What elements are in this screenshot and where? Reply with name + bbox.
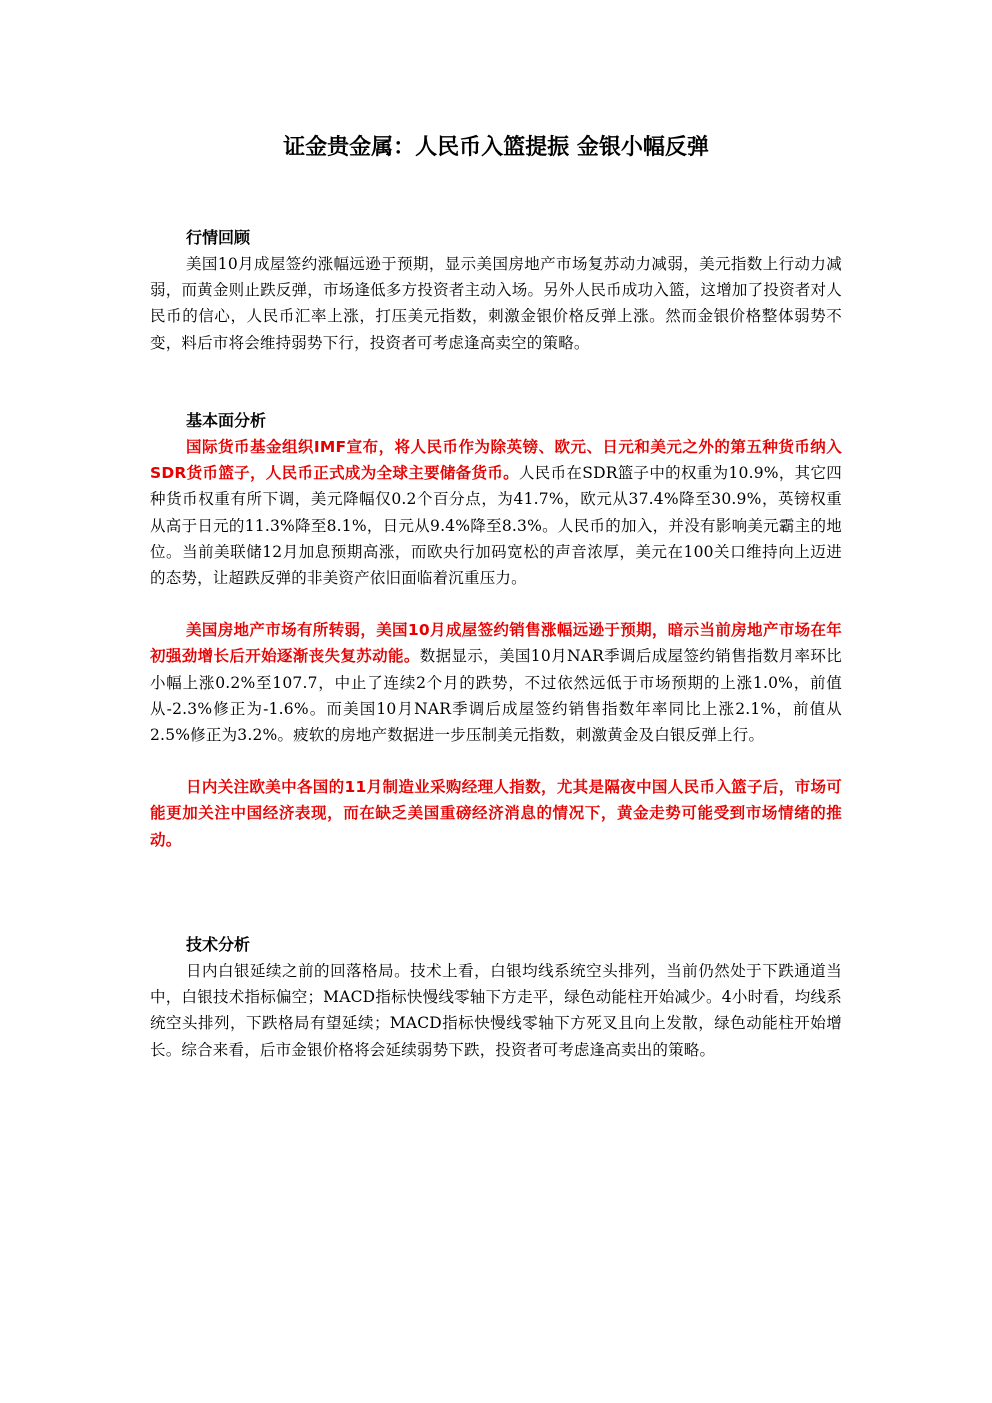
fundamental-paragraph-2 (150, 617, 842, 748)
market-review-section (150, 225, 842, 356)
technical-section (150, 932, 842, 1063)
market-review-heading: 行情回顾 (186, 228, 251, 247)
fundamental-highlight-2: 美国房地产市场有所转弱，美国10月成屋签约销售涨幅远逊于预期，暗示当前房地产市场在年初强劲增长后开始逐渐丧失复苏动能。 (150, 621, 842, 666)
fundamental-highlight-3: 日内关注欧美中各国的11月制造业采购经理人指数，尤其是隔夜中国人民币入篮子后，市场可能更加关注中国经济表现，而在缺乏美国重磅经济消息的情况下，黄金走势可能受到市场情绪的推动。 (150, 778, 842, 849)
fundamental-section (150, 408, 842, 853)
fundamental-highlight-1: 国际货币基金组织IMF宣布，将人民币作为除英镑、欧元、日元和美元之外的第五种货币纳入SDR货币篮子，人民币正式成为全球主要储备货币。 (150, 438, 842, 483)
technical-paragraph: 日内白银延续之前的回落格局。技术上看，白银均线系统空头排列，当前仍然处于下跌通道当中，白银技术指标偏空；MACD指标快慢线零轴下方走平，绿色动能柱开始减少。4小时看，均线系统空头排列，下跌格局有望延续；MACD指标快慢线零轴下方死叉且向上发散，绿色动能柱开始增长。综合来看，后市金银价格将会延续弱势下跌，投资者可考虑逢高卖出的策略。 (150, 962, 842, 1059)
document-title: 证金贵金属：人民币入篮提振 金银小幅反弹 (283, 135, 709, 160)
fundamental-paragraph-1 (150, 434, 842, 591)
fundamental-paragraph-3 (150, 774, 842, 853)
fundamental-heading: 基本面分析 (186, 411, 267, 430)
fundamental-body-1: 人民币在SDR篮子中的权重为10.9%，其它四种货币权重有所下调，美元降幅仅0.2个百分点，为41.7%，欧元从37.4%降至30.9%，英镑权重从高于日元的11.3%降至8.1%，日元从9.4%降至8.3%。人民币的加入，并没有影响美元霸主的地位。当前美联储12月加息预期高涨，而欧央行加码宽松的声音浓厚，美元在100关口维持向上迈进的态势，让超跌反弹的非美资产依旧面临着沉重压力。 (150, 464, 842, 588)
technical-heading: 技术分析 (186, 935, 251, 954)
market-review-paragraph: 美国10月成屋签约涨幅远逊于预期，显示美国房地产市场复苏动力减弱，美元指数上行动力减弱，而黄金则止跌反弹，市场逢低多方投资者主动入场。另外人民币成功入篮，这增加了投资者对人民币的信心，人民币汇率上涨，打压美元指数，刺激金银价格反弹上涨。然而金银价格整体弱势不变，料后市将会维持弱势下行，投资者可考虑逢高卖空的策略。 (150, 255, 842, 352)
fundamental-body-2: 数据显示，美国10月NAR季调后成屋签约销售指数月率环比小幅上涨0.2%至107.7，中止了连续2个月的跌势，不过依然远低于市场预期的上涨1.0%，前值从-2.3%修正为-1.6%。而美国10月NAR季调后成屋签约销售指数年率同比上涨2.1%，前值从2.5%修正为3.2%。疲软的房地产数据进一步压制美元指数，刺激黄金及白银反弹上行。 (150, 647, 842, 745)
